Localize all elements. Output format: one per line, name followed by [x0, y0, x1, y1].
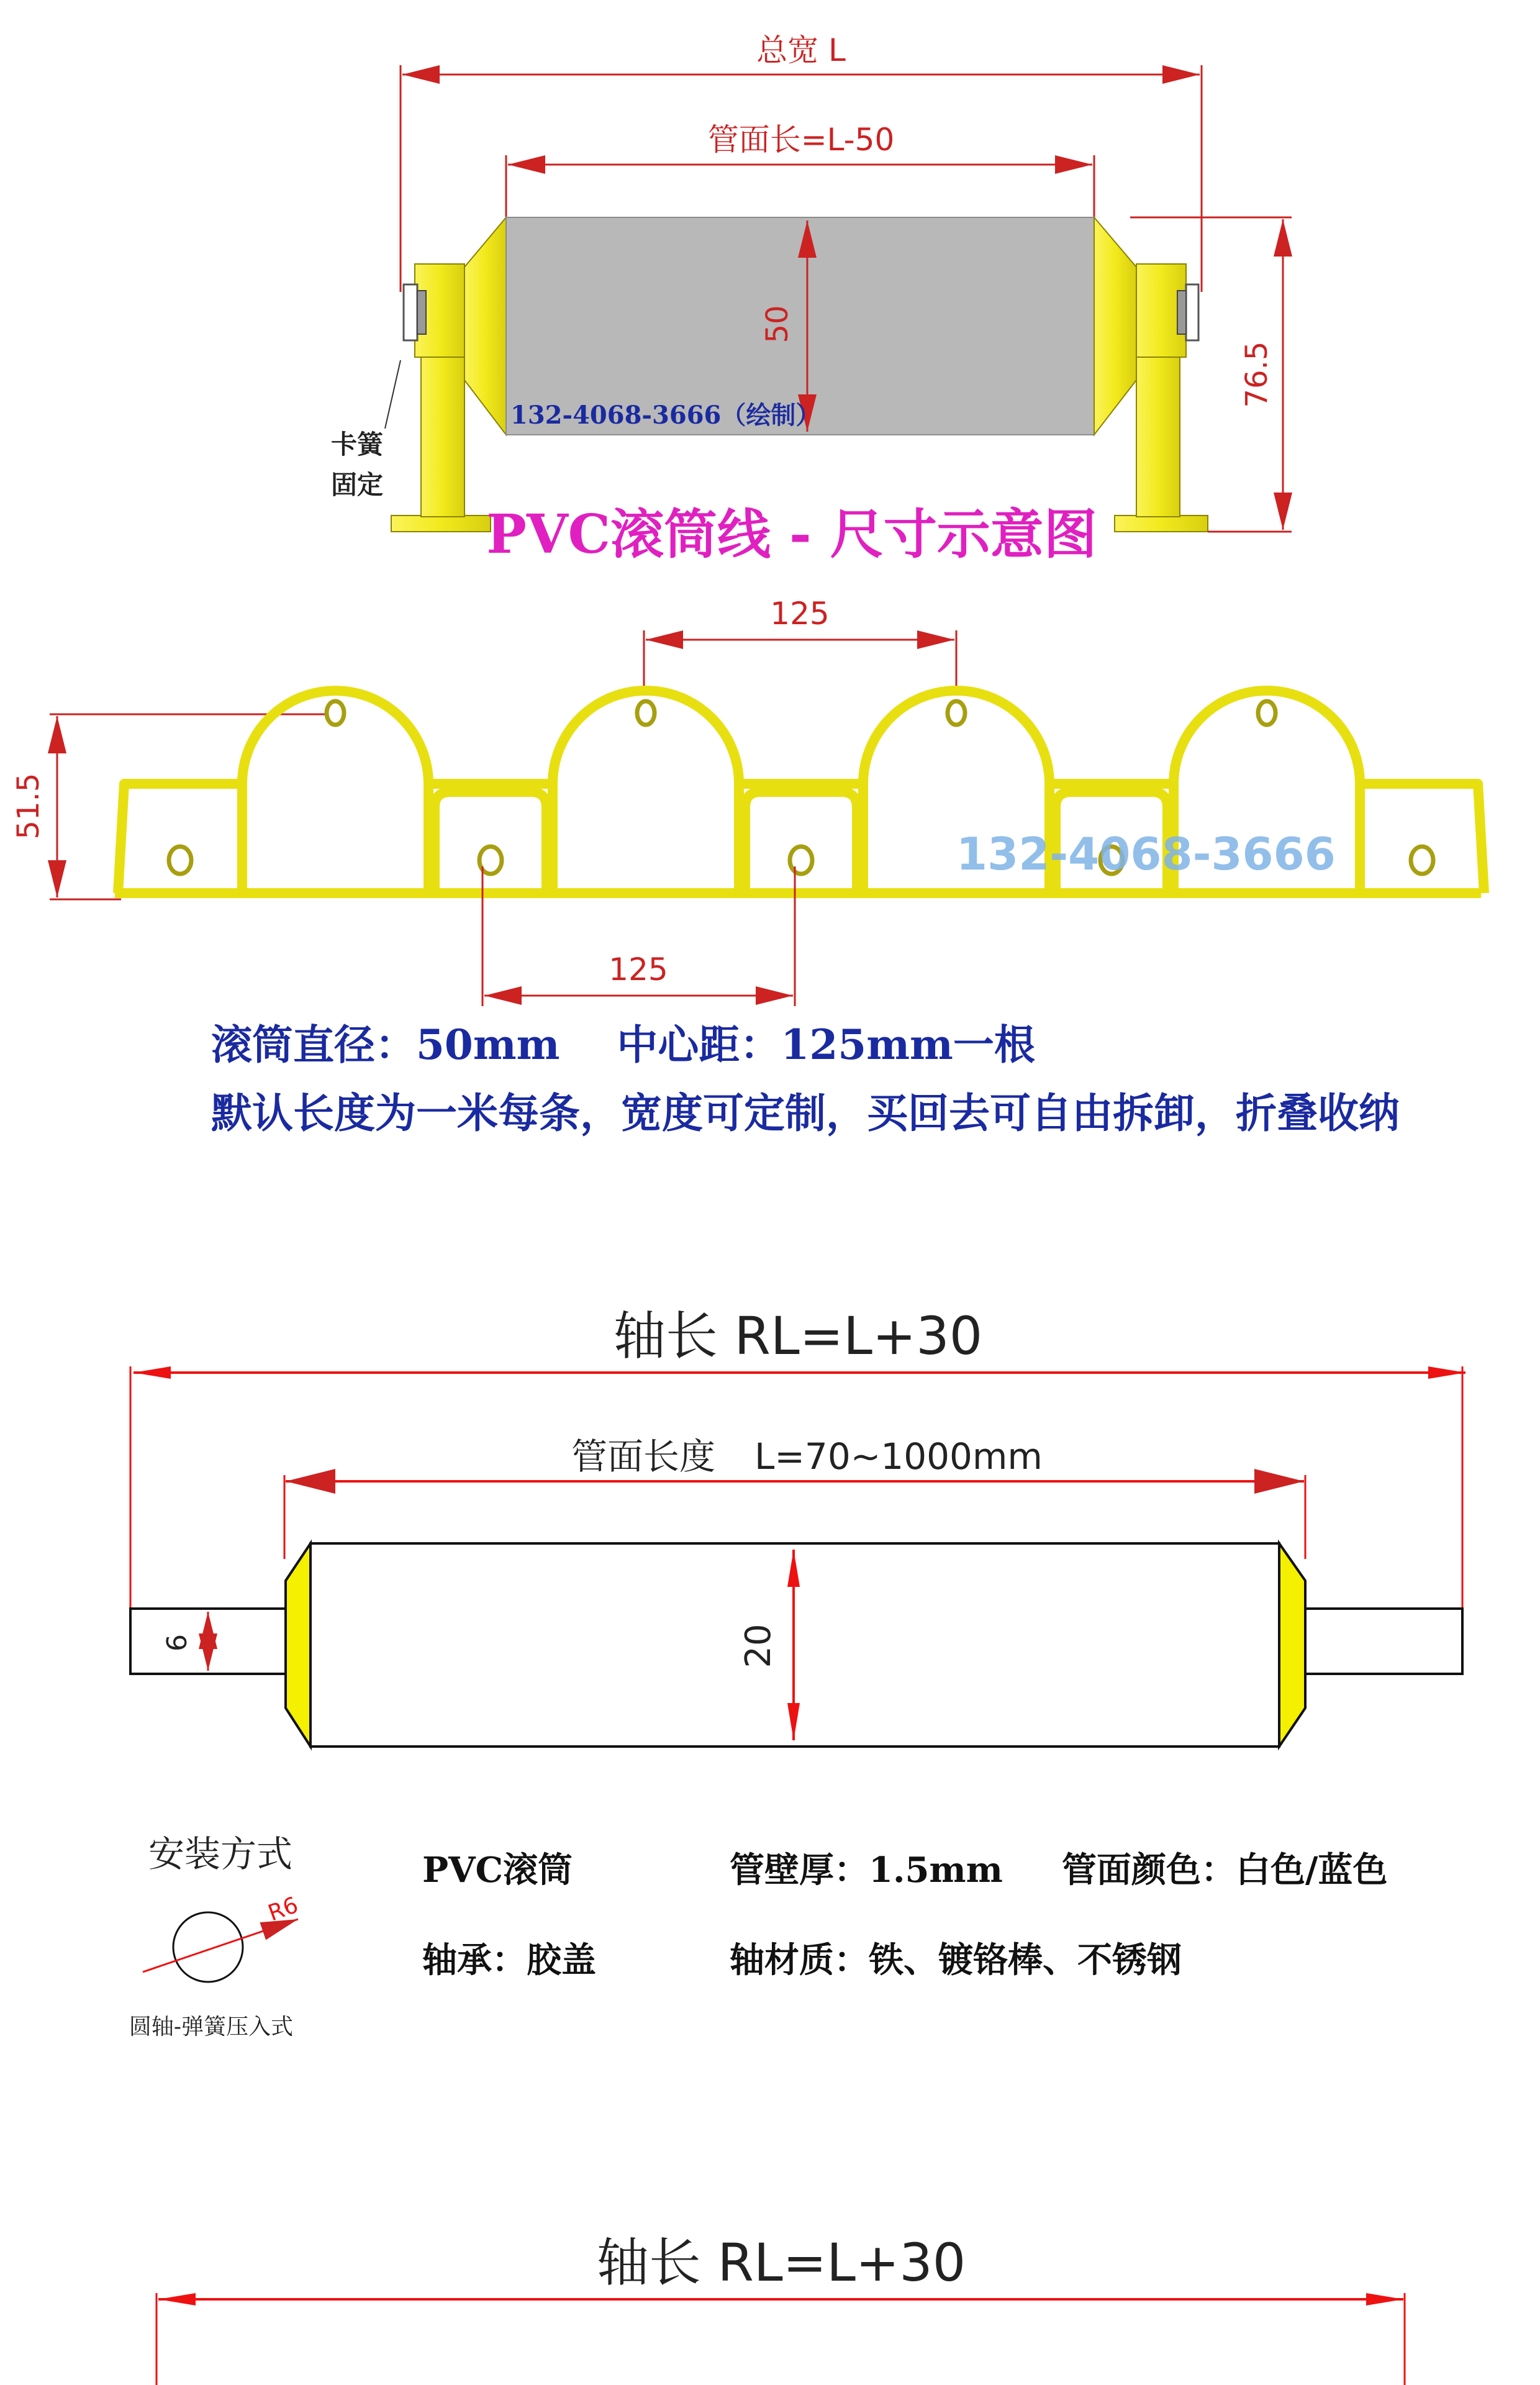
tube-length-value: L=70~1000mm	[754, 1435, 1043, 1478]
right-cone	[1094, 217, 1136, 435]
tube-face-dimension	[506, 122, 1094, 217]
spec-wall: 管壁厚：1.5mm	[730, 1850, 1003, 1891]
tube-face-label: 管面长=L-50	[707, 122, 895, 158]
total-width-label: 总宽 L	[756, 32, 846, 68]
spec-bearing: 轴承：胶盖	[422, 1940, 596, 1981]
right-end-cap	[1279, 1543, 1305, 1747]
clip-label-line1: 卡簧	[330, 429, 384, 460]
axle-length-label: 轴长 RL=L+30	[613, 1306, 983, 1366]
install-circle	[173, 1912, 243, 1982]
section1-roller-diagram	[331, 32, 1292, 566]
left-cone	[464, 217, 506, 435]
top-pitch-label: 125	[770, 596, 830, 632]
spec-material: 轴材质：铁、镀铬棒、不锈钢	[730, 1940, 1182, 1981]
spec-line1: 滚筒直径：50mm 中心距：125mm一根	[211, 1020, 1035, 1069]
axle-length-label-2: 轴长 RL=L+30	[596, 2232, 966, 2293]
install-radius-label: R6	[265, 1892, 302, 1927]
tube-dim-label: 20	[738, 1624, 779, 1668]
install-title: 安装方式	[148, 1833, 293, 1875]
watermark-phone: 132-4068-3666	[956, 828, 1336, 880]
tube-length-prefix: 管面长度	[571, 1435, 716, 1478]
diagram-title: PVC滚筒线 - 尺寸示意图	[486, 503, 1097, 566]
section4-shaft-drawing-partial	[156, 2232, 1405, 2385]
bottom-pitch-label: 125	[609, 952, 668, 988]
frame-height-label: 51.5	[11, 773, 46, 840]
right-shaft	[1305, 1609, 1462, 1674]
phone-draw-label: 132-4068-3666（绘制）	[510, 401, 821, 430]
section3-shaft-drawing	[129, 1306, 1465, 2040]
height-label: 76.5	[1239, 341, 1274, 408]
left-end-cap	[286, 1543, 310, 1747]
install-radius-line	[143, 1919, 298, 1972]
spec-product: PVC滚筒	[422, 1850, 573, 1891]
clip-leader	[385, 360, 401, 429]
spec-color: 管面颜色：白色/蓝色	[1062, 1850, 1388, 1891]
spec-line2: 默认长度为一米每条，宽度可定制，买回去可自由拆卸，折叠收纳	[211, 1089, 1400, 1137]
clip-label-line2: 固定	[330, 470, 384, 500]
shaft-dim-label: 6	[161, 1634, 193, 1651]
diameter-label: 50	[760, 305, 795, 343]
section2-frame-diagram	[11, 596, 1484, 1137]
top-pitch-dimension	[644, 596, 956, 696]
install-caption: 圆轴-弹簧压入式	[129, 2014, 294, 2040]
